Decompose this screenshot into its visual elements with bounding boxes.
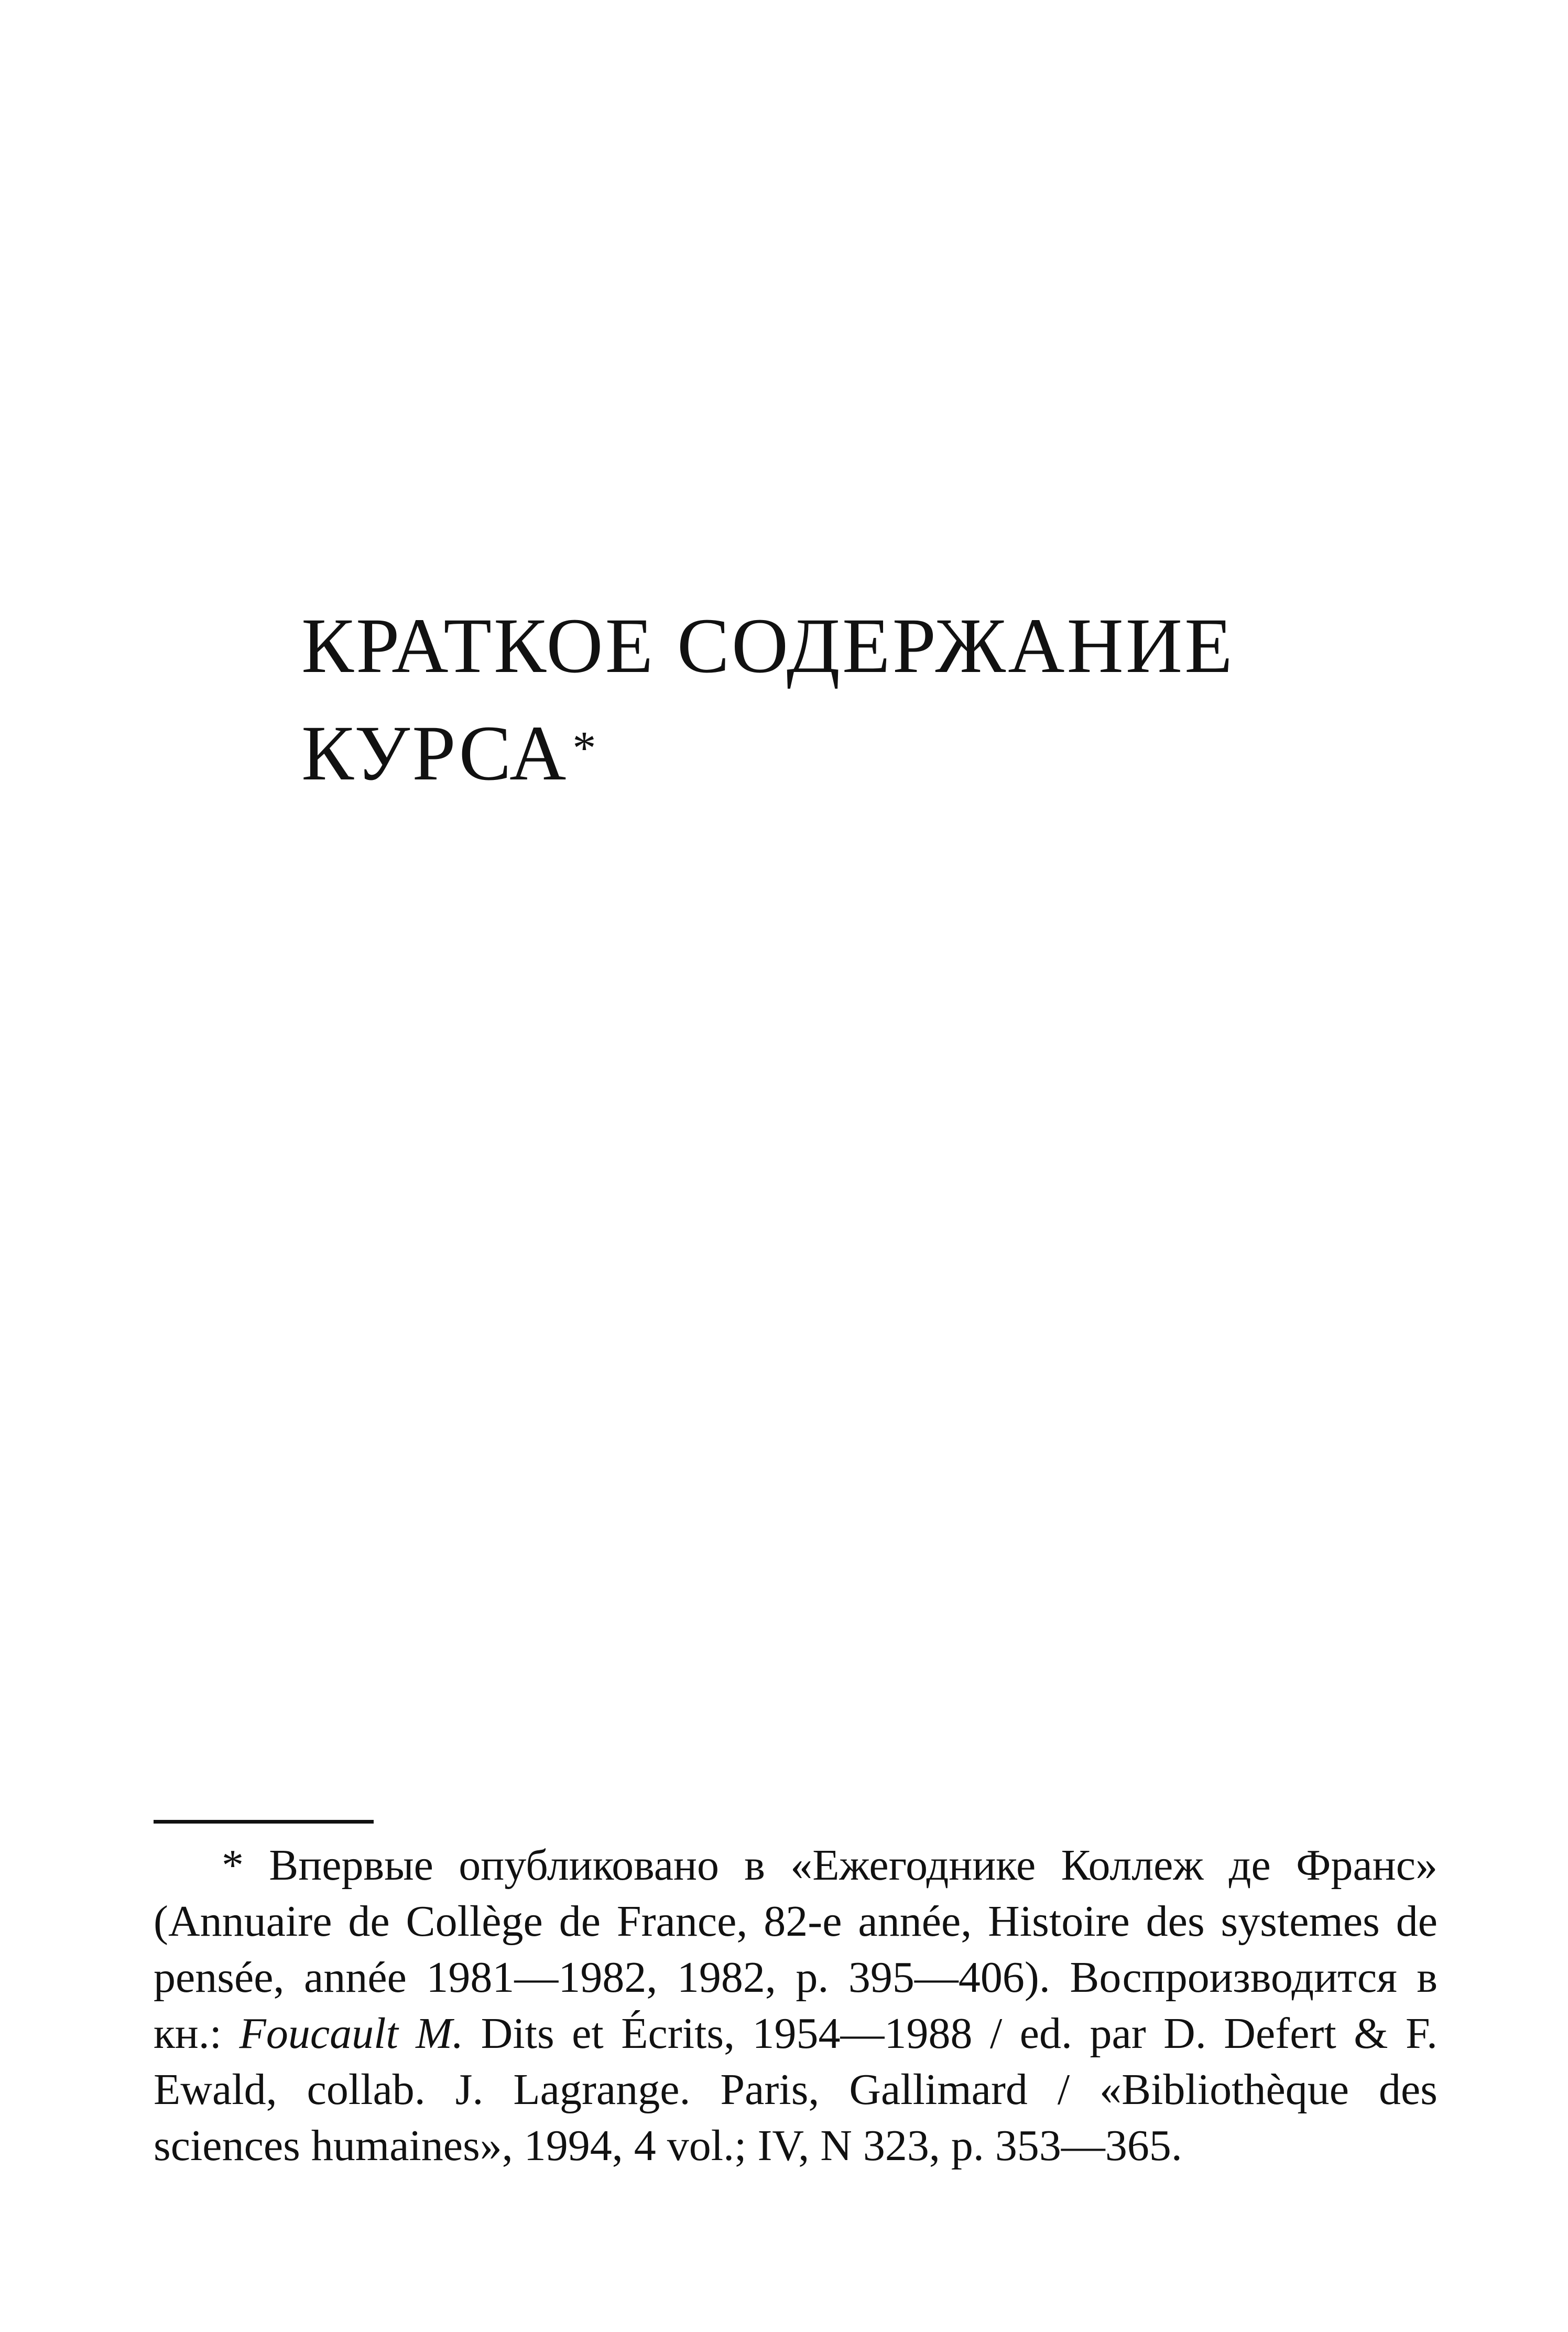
footnote-text-after: Dits et Écrits, 1954—1988 / ed. par D. Defert & F. Ewald, collab. J. Lagrange. Paris, Gallimard / «Bibliothèque des sciences humaines», 1994, 4 vol.; IV, N 323, p. 353—365. (154, 2009, 1438, 2170)
footnote-marker: * (222, 1841, 244, 1890)
heading-line-1: КРАТКОЕ СОДЕРЖАНИЕ (301, 602, 1235, 689)
heading-footnote-marker: * (572, 722, 598, 774)
footnote-separator (154, 1820, 374, 1824)
heading-line-2-text: КУРСА (301, 710, 569, 797)
heading-line-2 (301, 700, 1349, 807)
footnote-author: Foucault M. (239, 2009, 464, 2058)
chapter-heading (301, 592, 1349, 807)
footnote (154, 1837, 1438, 2174)
footnote-text-before: Впервые опубликовано в «Ежегоднике Коллеж де Франс» (Annuaire de Collège de France, 82-e année, Histoire des systemes de pensée, année 1981—1982, 1982, p. 395—406). Воспроизводится в кн.: (154, 1841, 1438, 2058)
